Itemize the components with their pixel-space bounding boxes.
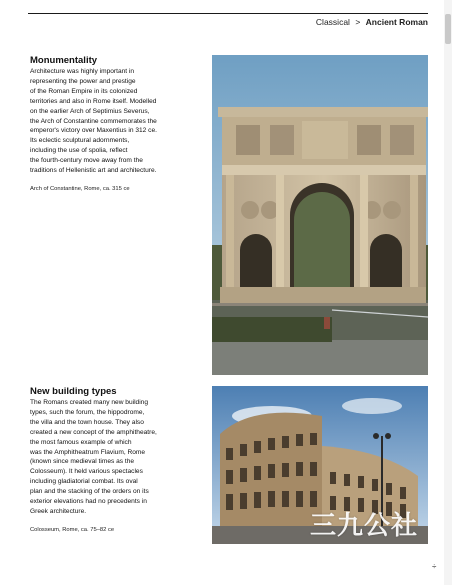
body-line: on the earlier Arch of Septimius Severus, xyxy=(30,107,150,115)
body-line: Colosseum). It held various spectacles xyxy=(30,468,143,476)
body-line: exterior elevations had no precedents in xyxy=(30,498,147,506)
arch-of-constantine-photo xyxy=(212,55,428,375)
body-line: Its eclectic sculptural adornments, xyxy=(30,137,130,145)
new-building-types-text-block xyxy=(30,386,210,533)
body-line: including the use of spolia, reflect xyxy=(30,147,128,155)
body-line: types, such the forum, the hippodrome, xyxy=(30,408,145,416)
section-label: Ancient Roman xyxy=(365,17,428,27)
body-line: representing the power and prestige xyxy=(30,77,136,85)
body-line: was the Amphitheatrum Flavium, Rome xyxy=(30,448,146,456)
body-line: plan and the stacking of the orders on its xyxy=(30,488,149,496)
body-line: Architecture was highly important in xyxy=(30,68,135,75)
header-rule xyxy=(28,13,428,14)
colosseum-caption: Colosseum, Rome, ca. 75–82 ce xyxy=(30,526,115,533)
corner-mark: ÷ xyxy=(432,562,437,571)
body-line: created a new concept of the amphitheatre, xyxy=(30,428,157,436)
body-line: the fourth-century move away from the xyxy=(30,157,143,165)
body-line: The Romans created many new building xyxy=(30,399,149,406)
new-building-types-heading: New building types xyxy=(30,386,117,397)
monumentality-body xyxy=(30,67,210,176)
body-line: emperor's victory over Maxentius in 312 ce. xyxy=(30,127,157,135)
body-line: traditions of Hellenistic art and architecture. xyxy=(30,167,157,175)
body-line: the Arch of Constantine commemorates the xyxy=(30,117,157,125)
breadcrumb-separator: > xyxy=(355,17,361,27)
body-line: territories and also in Rome itself. Modelled xyxy=(30,97,157,105)
body-line: the villa and the town house. They also xyxy=(30,418,144,426)
body-line: including gladiatorial combat. Its oval xyxy=(30,478,138,486)
body-line: Greek architecture. xyxy=(30,507,87,515)
body-line: of the Roman Empire in its colonized xyxy=(30,87,138,95)
monumentality-heading: Monumentality xyxy=(30,55,98,66)
scrollbar[interactable] xyxy=(444,0,452,585)
chapter-label: Classical xyxy=(315,17,350,27)
new-building-types-body xyxy=(30,398,210,517)
body-line: (known since medieval times as the xyxy=(30,458,135,466)
body-line: the most famous example of which xyxy=(30,438,132,446)
watermark-logo: 三九公社 xyxy=(310,511,419,541)
running-head xyxy=(316,17,428,27)
arch-caption: Arch of Constantine, Rome, ca. 315 ce xyxy=(30,185,130,192)
monumentality-text-block xyxy=(30,55,210,192)
scrollbar-thumb[interactable] xyxy=(445,14,451,44)
